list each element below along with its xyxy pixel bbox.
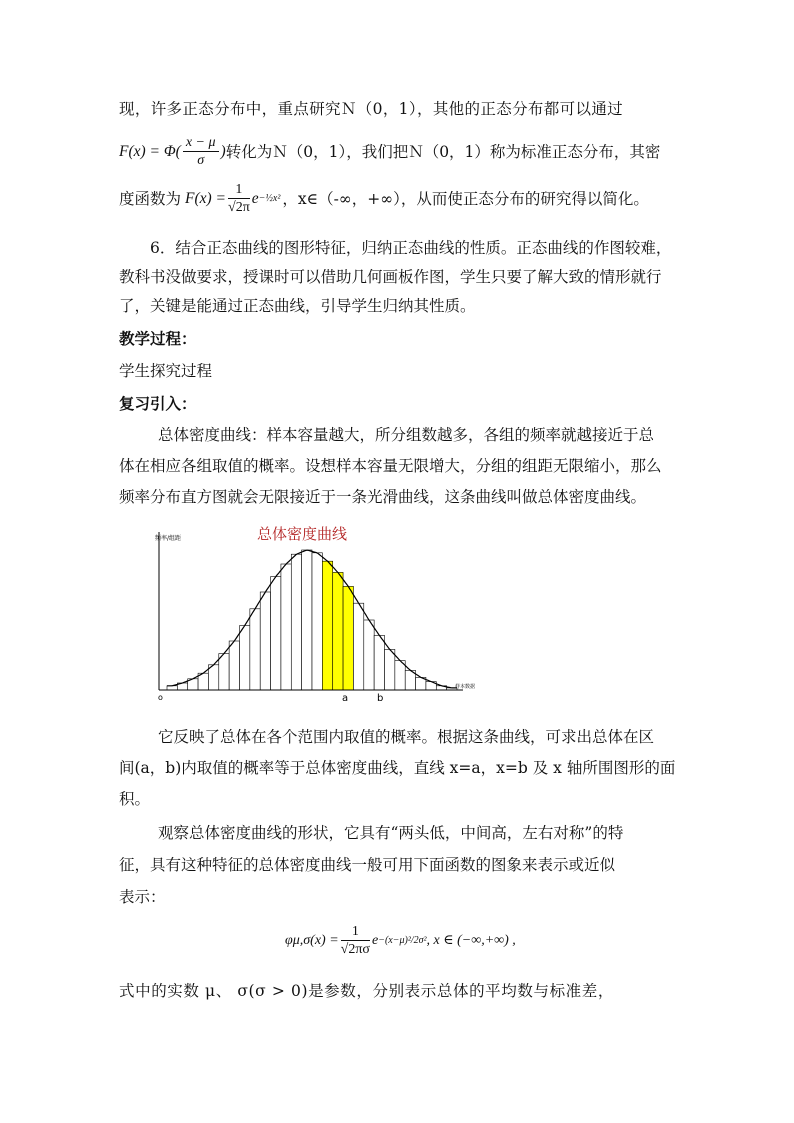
histogram-bars bbox=[167, 550, 457, 690]
histogram-bar bbox=[364, 620, 374, 690]
fraction-numerator: x − μ bbox=[183, 134, 219, 152]
histogram-bar bbox=[260, 592, 270, 690]
paragraph4-line1: 它反映了总体在各个范围内取值的概率。根据这条曲线，可求出总体在区 bbox=[158, 728, 655, 746]
density-curve-chart bbox=[145, 520, 475, 710]
tick-label-a: a bbox=[342, 693, 349, 704]
histogram-bar bbox=[374, 635, 384, 690]
x-axis-label: 样本数据 bbox=[455, 684, 475, 690]
paragraph1-line3-prefix: 度函数为 bbox=[119, 190, 182, 208]
histogram-bar bbox=[343, 586, 353, 690]
paragraph3-line1: 总体密度曲线：样本容量越大，所分组数越多，各组的频率就越接近于总 bbox=[158, 426, 655, 444]
fraction-denominator: √2π bbox=[228, 200, 250, 215]
histogram-bar bbox=[291, 554, 301, 690]
paragraph2-line1: 6．结合正态曲线的图形特征，归纳正态曲线的性质。正态曲线的作图较难， bbox=[150, 239, 672, 257]
y-axis-label: 频率/组距 bbox=[155, 535, 182, 542]
histogram-bar bbox=[322, 561, 332, 690]
fraction-numerator: 1 bbox=[341, 923, 370, 941]
formula-density-fraction bbox=[228, 181, 250, 217]
tick-label-b: b bbox=[377, 693, 384, 704]
formula-phi-domain: , x ∈ (−∞,+∞) , bbox=[426, 933, 516, 948]
formula-normal-density bbox=[285, 916, 516, 966]
histogram-bar bbox=[302, 550, 312, 690]
histogram-bar bbox=[240, 626, 250, 690]
paragraph1-line3-text: ，x∈（-∞，+∞），从而使正态分布的研究得以简化。 bbox=[282, 190, 649, 208]
paragraph4-line2: 间(a，b)内取值的概率等于总体密度曲线，直线 x=a，x=b 及 x 轴所围图形的面 bbox=[119, 759, 676, 777]
fraction-numerator: 1 bbox=[228, 181, 250, 199]
paragraph1-line3 bbox=[119, 178, 649, 220]
histogram-bar bbox=[333, 572, 343, 690]
histogram-bar bbox=[229, 641, 239, 690]
exp-base: e bbox=[251, 190, 259, 207]
exp-power: −(x−μ)²/2σ² bbox=[378, 935, 427, 946]
histogram-bar bbox=[395, 661, 405, 690]
paragraph1-line2 bbox=[119, 134, 660, 170]
paragraph1-line2-text: 转化为Ｎ（0，1），我们把Ｎ（0，1）称为标准正态分布，其密 bbox=[225, 143, 661, 161]
histogram-bar bbox=[167, 686, 177, 690]
histogram-bar bbox=[271, 577, 281, 690]
fraction-denominator: √2πσ bbox=[340, 942, 370, 957]
paragraph2-line3: 了，关键是能通过正态曲线，引导学生归纳其性质。 bbox=[119, 297, 476, 315]
paragraph3-line2: 体在相应各组取值的概率。设想样本容量无限增大，分组的组距无限缩小，那么 bbox=[119, 457, 662, 475]
formula-phi-fraction bbox=[341, 923, 370, 959]
fraction-denominator: σ bbox=[197, 153, 205, 168]
histogram-bar bbox=[385, 649, 395, 690]
heading-review: 复习引入： bbox=[119, 394, 197, 413]
histogram-bar bbox=[353, 603, 363, 690]
paragraph5-line1: 观察总体密度曲线的形状，它具有“两头低，中间高，左右对称”的特 bbox=[158, 824, 624, 842]
paragraph3-line3: 频率分布直方图就会无限接近于一条光滑曲线，这条曲线叫做总体密度曲线。 bbox=[119, 488, 647, 506]
histogram-bar bbox=[219, 654, 229, 690]
histogram-bar bbox=[281, 564, 291, 690]
paragraph1-line1: 现，许多正态分布中，重点研究Ｎ（0，1），其他的正态分布都可以通过 bbox=[119, 100, 624, 118]
exp-power: −½x² bbox=[258, 193, 281, 204]
formula-density-lhs: F(x) = bbox=[185, 190, 227, 207]
formula-transform-close: ) bbox=[220, 143, 226, 160]
exp-base: e bbox=[371, 933, 379, 948]
subheading-student-inquiry: 学生探究过程 bbox=[119, 362, 213, 380]
paragraph5-line2: 征，具有这种特征的总体密度曲线一般可用下面函数的图象来表示或近似 bbox=[119, 856, 616, 874]
formula-transform-fraction bbox=[183, 134, 219, 170]
heading-teaching-process: 教学过程： bbox=[119, 329, 197, 348]
formula-phi-lhs: φμ,σ(x) = bbox=[285, 933, 339, 948]
histogram-bar bbox=[250, 609, 260, 690]
paragraph6-line1: 式中的实数 μ、 σ(σ > 0)是参数，分别表示总体的平均数与标准差， bbox=[119, 982, 614, 1000]
chart-title: 总体密度曲线 bbox=[257, 525, 348, 543]
paragraph5-line3: 表示： bbox=[119, 888, 166, 906]
formula-transform-lhs: F(x) = Φ( bbox=[119, 143, 181, 160]
paragraph2-line2: 教科书没做要求，授课时可以借助几何画板作图，学生只要了解大致的情形就行 bbox=[119, 268, 662, 286]
histogram-bar bbox=[208, 665, 218, 690]
histogram-bar bbox=[312, 553, 322, 690]
origin-label: o bbox=[158, 693, 163, 702]
paragraph4-line3: 积。 bbox=[119, 790, 151, 808]
